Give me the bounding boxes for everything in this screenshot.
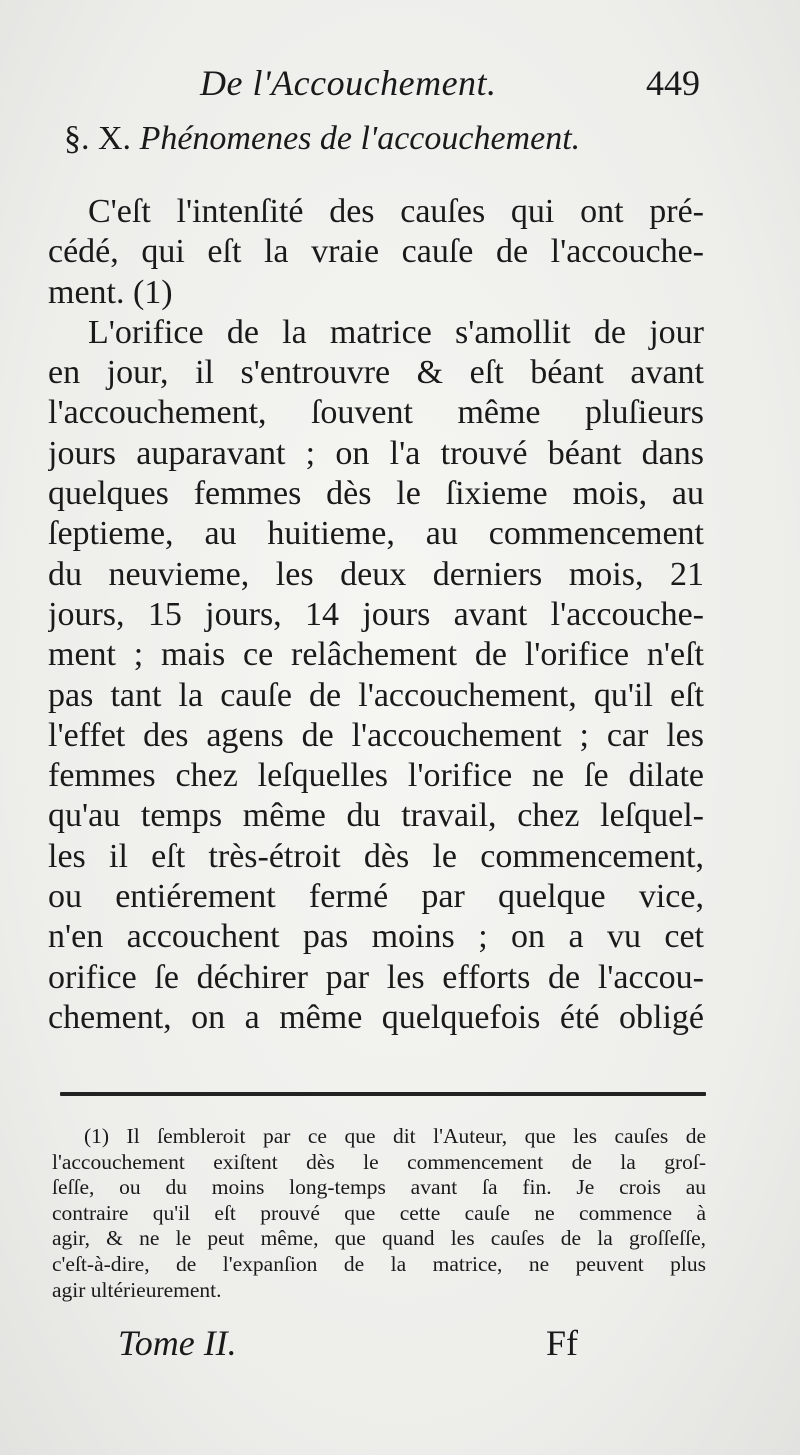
footnote-line: agir ultérieurement. — [52, 1277, 222, 1302]
body-text — [48, 192, 704, 1038]
text-line: l'effet des agens de l'accouchement ; car les — [48, 716, 704, 754]
text-line: ſeptieme, au huitieme, au commencement — [48, 515, 704, 553]
footnote-line: l'accouchement exiſtent dès le commencement de la groſ- — [52, 1149, 706, 1174]
footnote-line: c'eſt-à-dire, de l'expanſion de la matrice, ne peuvent plus — [52, 1251, 706, 1276]
signature-mark: Ff — [545, 1323, 578, 1363]
section-heading — [64, 120, 744, 158]
text-line: n'en accouchent pas moins ; on a vu cet — [48, 918, 704, 956]
text-line: quelques femmes dès le ſixieme mois, au — [48, 475, 704, 513]
text-line: L'orifice de la matrice s'amollit de jour — [88, 313, 704, 351]
footnote-line: (1) Il ſembleroit par ce que dit l'Auteur, que les cauſes de — [84, 1124, 706, 1148]
text-line: jours auparavant ; on l'a trouvé béant dans — [48, 434, 704, 472]
text-line: les il eſt très-étroit dès le commencement, — [48, 837, 704, 875]
running-head — [200, 62, 700, 112]
text-line: C'eſt l'intenſité des cauſes qui ont pré- — [88, 193, 704, 230]
section-number: §. X. — [64, 120, 132, 157]
text-line: en jour, il s'entrouvre & eſt béant avant — [48, 354, 704, 392]
text-line: chement, on a même quelquefois été obligé — [48, 998, 704, 1036]
text-line: orifice ſe déchirer par les efforts de l'accou- — [48, 958, 704, 996]
text-line: ment. (1) — [48, 273, 173, 311]
signature-line — [118, 1322, 578, 1372]
footnote-line: agir, & ne le peut même, que quand les cauſes de la groſſeſſe, — [52, 1226, 706, 1251]
running-head-title: De l'Accouchement. — [200, 63, 497, 103]
section-title: Phénomenes de l'accouchement. — [139, 120, 581, 157]
text-line: qu'au temps même du travail, chez leſquel- — [48, 797, 704, 835]
footnote-divider — [60, 1092, 706, 1096]
text-line: ment ; mais ce relâchement de l'orifice n'eſt — [48, 636, 704, 674]
text-line: jours, 15 jours, 14 jours avant l'accouche- — [48, 595, 704, 633]
page-number: 449 — [646, 63, 700, 103]
text-line: du neuvieme, les deux derniers mois, 21 — [48, 555, 704, 593]
footnotes — [52, 1124, 706, 1303]
volume-label: Tome II. — [118, 1323, 237, 1363]
text-line: ou entiérement fermé par quelque vice, — [48, 878, 704, 916]
footnote-line: contraire qu'il eſt prouvé que cette cauſe ne commence à — [52, 1200, 706, 1225]
text-line: l'accouchement, ſouvent même pluſieurs — [48, 394, 704, 432]
text-line: pas tant la cauſe de l'accouchement, qu'il eſt — [48, 676, 704, 714]
text-line: femmes chez leſquelles l'orifice ne ſe dilate — [48, 757, 704, 795]
text-line: cédé, qui eſt la vraie cauſe de l'accouche- — [48, 233, 704, 271]
footnote-line: ſeſſe, ou du moins long-temps avant ſa fin. Je crois au — [52, 1175, 706, 1200]
